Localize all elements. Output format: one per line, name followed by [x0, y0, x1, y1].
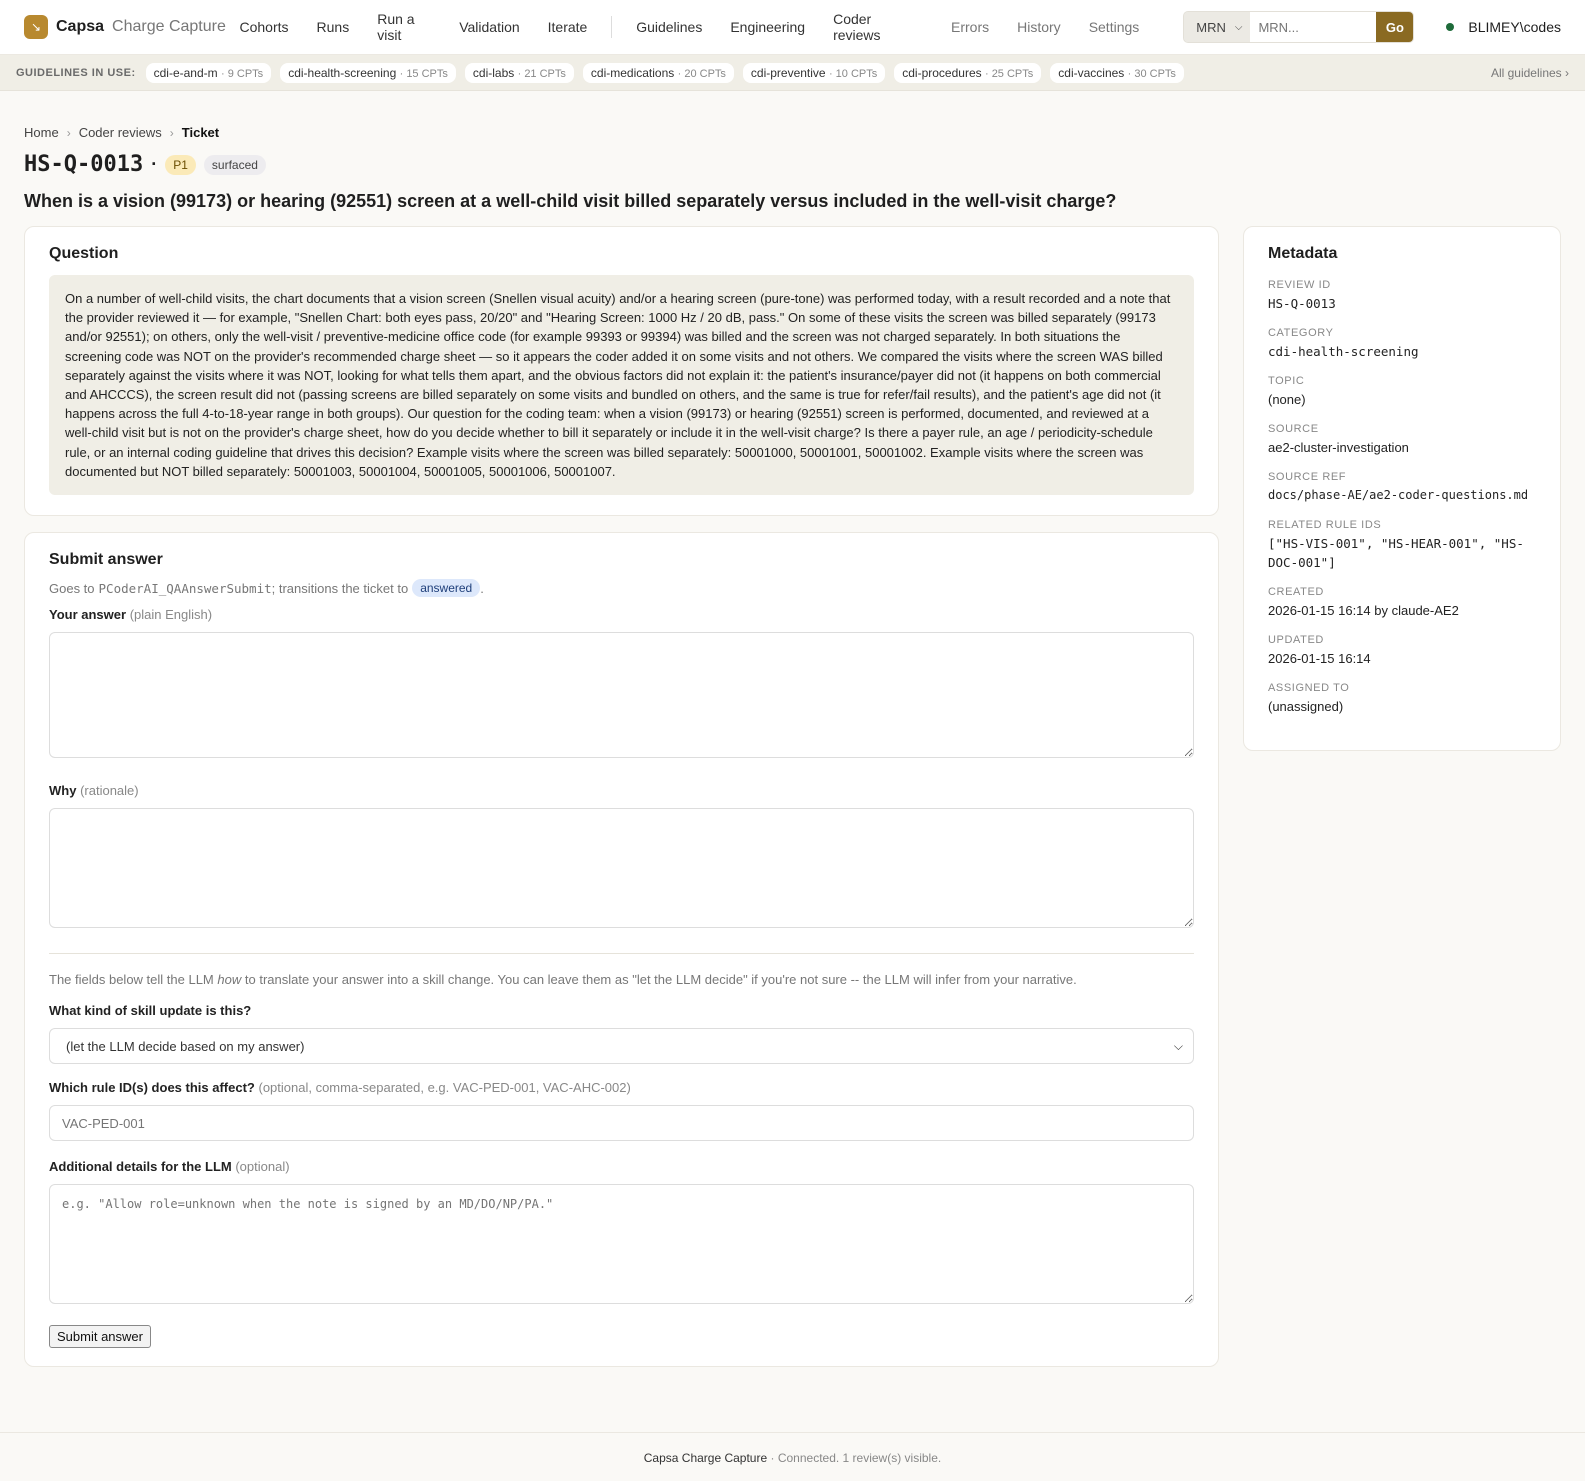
status-badge: surfaced — [204, 155, 266, 175]
nav-validation[interactable]: Validation — [459, 19, 520, 35]
brand-sub: Charge Capture — [112, 18, 226, 35]
top-nav — [0, 0, 1585, 55]
meta-related-rule-ids — [1268, 519, 1536, 572]
metadata-heading: Metadata — [1268, 245, 1338, 262]
question-body: On a number of well-child visits, the chart documents that a vision screen (Snellen visual acuity) and/or a hearing screen (pure-tone) was performed today, with a result recorded and a note that the provider reviewed it — for example, "Snellen Chart: both eyes pass, 20/20" and "Hearing Screen: 1000 Hz / 20 dB, pass." On some of these visits the screen was billed separately (99173 and/or 92551); on others, only the well-visit / preventive-medicine office code (for example 99393 or 99394) was billed and the screen was not charged separately. In both situations the screening code was NOT on the provider's recommended charge sheet — so it appears the coder added it on some visits and not others. We compared the visits where the screen WAS billed separately against the visits where it was NOT, looking for what tells them apart, and the obvious factors did not explain it: the patient's insurance/payer did not (it happens on both commercial and AHCCCS), the screen result did not (passing screens are billed separately on some visits and bundled on others, and the same is true for refer/fail results), and the patient's age did not (it happens across the full 4-to-18-year range in both groups). Our question for the coding team: when a vision (99173) or hearing (92551) screen is performed, documented, and reviewed at a well-child visit but is not on the provider's charge sheet, how do you decide whether to bill it separately or include it in the well-visit charge? Is there a payer rule, an age / periodicity-schedule rule, or an internal coding guideline that drives this decision? Example visits where the screen was billed separately: 50001000, 50001001, 50001002. Example visits where the screen was documented but NOT billed separately: 50001003, 50001004, 50001005, 50001006, 50001007. — [49, 275, 1194, 495]
brand-name: Capsa — [56, 18, 105, 35]
guideline-chip[interactable] — [1050, 63, 1184, 83]
meta-value: 2026-01-15 16:14 — [1268, 651, 1371, 666]
guideline-chip[interactable] — [465, 63, 574, 83]
nav-cohorts[interactable]: Cohorts — [239, 19, 289, 35]
meta-key: CATEGORY — [1268, 327, 1334, 339]
rule-ids-input[interactable] — [49, 1105, 1194, 1141]
submit-note-pre: Goes to — [49, 580, 95, 596]
search-type-value: MRN — [1196, 19, 1226, 35]
kind-label: What kind of skill update is this? — [49, 1003, 252, 1019]
guideline-chip[interactable] — [146, 63, 272, 83]
guideline-chip-name: cdi-vaccines — [1058, 65, 1125, 80]
guideline-chip-name: cdi-e-and-m — [153, 65, 218, 80]
guideline-chip-count: · 25 CPTs — [984, 67, 1034, 80]
guideline-chip-count: · 20 CPTs — [677, 67, 726, 80]
all-guidelines-link[interactable]: All guidelines › — [1490, 65, 1569, 80]
metadata-column — [1243, 226, 1561, 751]
submit-note-mid: ; transitions the ticket to — [271, 580, 409, 596]
why-label — [49, 783, 1194, 798]
rules-label-text: Which rule ID(s) does this affect? — [49, 1080, 255, 1096]
brand[interactable] — [24, 15, 240, 39]
meta-value: cdi-health-screening — [1268, 344, 1419, 359]
form-divider — [49, 953, 1194, 954]
skill-update-kind-value: (let the LLM decide based on my answer) — [66, 1038, 305, 1054]
details-label-hint: (optional) — [235, 1159, 290, 1175]
meta-topic — [1268, 375, 1536, 409]
footer — [0, 1432, 1585, 1481]
meta-key: TOPIC — [1268, 375, 1305, 387]
breadcrumb — [24, 125, 1561, 140]
guideline-chip-name: cdi-medications — [590, 65, 675, 80]
submit-answer-card — [24, 532, 1219, 1367]
guideline-chip-name: cdi-procedures — [902, 65, 982, 80]
nav-guidelines[interactable]: Guidelines — [636, 19, 703, 35]
meta-key: UPDATED — [1268, 634, 1324, 646]
main-nav — [240, 11, 1140, 43]
guideline-chip-count: · 15 CPTs — [399, 67, 448, 80]
nav-engineering[interactable]: Engineering — [730, 19, 806, 35]
breadcrumb-coder-reviews[interactable]: Coder reviews — [78, 125, 162, 140]
guideline-chip[interactable] — [743, 63, 885, 83]
meta-value: docs/phase-AE/ae2-coder-questions.md — [1268, 488, 1529, 502]
nav-run-a-visit[interactable]: Run a visit — [377, 11, 415, 43]
meta-key: RELATED RULE IDS — [1268, 519, 1382, 531]
meta-value: ae2-cluster-investigation — [1268, 440, 1409, 455]
connection-status-icon — [1446, 23, 1454, 31]
rules-label-hint: (optional, comma-separated, e.g. VAC-PED-001, VAC-AHC-002) — [258, 1080, 631, 1096]
meta-created — [1268, 586, 1536, 620]
meta-assigned-to — [1268, 682, 1536, 716]
details-label-text: Additional details for the LLM — [49, 1159, 232, 1175]
submit-note-post: . — [480, 580, 484, 596]
meta-value: 2026-01-15 16:14 by claude-AE2 — [1268, 603, 1459, 618]
guideline-chip[interactable] — [280, 63, 456, 83]
guideline-chip-count: · 10 CPTs — [828, 67, 878, 80]
rules-label — [49, 1080, 1194, 1095]
submit-answer-button[interactable]: Submit answer — [49, 1325, 151, 1348]
ticket-id: HS-Q-0013 — [24, 152, 144, 177]
capsa-logo-icon: ↘ — [24, 15, 48, 39]
guideline-chip-name: cdi-labs — [472, 65, 515, 80]
nav-runs[interactable]: Runs — [316, 19, 350, 35]
chevron-down-icon: ⌵ — [1173, 1038, 1183, 1053]
chevron-right-icon: › — [169, 125, 174, 140]
meta-value: (none) — [1268, 392, 1306, 407]
guideline-chip-count: · 30 CPTs — [1127, 67, 1176, 80]
meta-value: HS-Q-0013 — [1268, 296, 1336, 311]
meta-key: ASSIGNED TO — [1268, 682, 1350, 694]
nav-errors[interactable]: Errors — [951, 19, 990, 35]
details-label — [49, 1159, 1194, 1174]
breadcrumb-current: Ticket — [181, 125, 220, 140]
guideline-chip-name: cdi-health-screening — [288, 65, 397, 80]
help-pre: The fields below tell the LLM — [49, 972, 214, 988]
nav-divider — [611, 16, 612, 38]
search-type-select[interactable] — [1184, 12, 1250, 42]
nav-settings[interactable]: Settings — [1088, 19, 1140, 35]
help-em: how — [217, 972, 242, 988]
meta-source-ref — [1268, 471, 1536, 505]
metadata-card — [1243, 226, 1561, 751]
meta-key: REVIEW ID — [1268, 279, 1331, 291]
guidelines-label: GUIDELINES IN USE: — [16, 66, 136, 79]
ticket-header — [24, 152, 1561, 177]
priority-badge: P1 — [165, 155, 196, 175]
nav-history[interactable]: History — [1017, 19, 1061, 35]
nav-coder-reviews[interactable]: Coder reviews — [833, 11, 881, 43]
guideline-chip[interactable] — [583, 63, 734, 83]
user-name[interactable]: BLIMEY\codes — [1468, 19, 1561, 35]
help-post: to translate your answer into a skill change. You can leave them as "let the LLM decide" if you're not sure -- the LLM will infer from your narrative. — [244, 972, 1077, 988]
answer-label — [49, 607, 1194, 622]
skill-update-kind-select[interactable] — [49, 1028, 1194, 1064]
ticket-separator: · — [151, 154, 158, 174]
guidelines-strip — [0, 55, 1585, 91]
mrn-search — [1183, 11, 1414, 43]
content-columns — [24, 226, 1561, 1367]
page-title: When is a vision (99173) or hearing (92551) screen at a well-child visit billed separately versus included in the well-visit charge? — [24, 191, 1117, 211]
answered-badge: answered — [412, 579, 480, 597]
meta-source — [1268, 423, 1536, 457]
meta-value: ["HS-VIS-001", "HS-HEAR-001", "HS-DOC-001"] — [1268, 536, 1524, 570]
meta-value: (unassigned) — [1268, 699, 1344, 714]
meta-review-id — [1268, 279, 1536, 313]
guideline-chip-name: cdi-preventive — [750, 65, 826, 80]
llm-help-text — [49, 972, 1194, 987]
meta-key: SOURCE REF — [1268, 471, 1347, 483]
answer-label-text: Your answer — [49, 607, 127, 623]
chevron-down-icon: ⌵ — [1234, 21, 1243, 33]
answer-label-hint: (plain English) — [129, 607, 213, 623]
question-heading: Question — [49, 245, 119, 262]
page-content — [0, 125, 1585, 1367]
why-label-text: Why — [49, 783, 77, 799]
question-card — [24, 226, 1219, 516]
why-label-hint: (rationale) — [80, 783, 139, 799]
guideline-chip[interactable] — [894, 63, 1041, 83]
submit-note-endpoint: PCoderAI_QAAnswerSubmit — [98, 580, 272, 596]
answer-textarea[interactable] — [49, 632, 1194, 758]
breadcrumb-home[interactable]: Home — [24, 125, 59, 140]
go-button[interactable]: Go — [1376, 12, 1413, 42]
guideline-chip-count: · 9 CPTs — [221, 67, 264, 80]
guideline-chip-count: · 21 CPTs — [517, 67, 566, 80]
meta-category — [1268, 327, 1536, 361]
submit-note — [49, 579, 1194, 597]
footer-brand: Capsa Charge Capture — [643, 1451, 768, 1465]
meta-key: SOURCE — [1268, 423, 1319, 435]
user-status — [1446, 19, 1561, 35]
mrn-input[interactable] — [1250, 12, 1376, 42]
footer-status: · Connected. 1 review(s) visible. — [770, 1451, 942, 1465]
submit-answer-heading: Submit answer — [49, 551, 163, 569]
details-textarea[interactable] — [49, 1184, 1194, 1304]
meta-key: CREATED — [1268, 586, 1324, 598]
meta-updated — [1268, 634, 1536, 668]
why-textarea[interactable] — [49, 808, 1194, 928]
nav-iterate[interactable]: Iterate — [547, 19, 588, 35]
chevron-right-icon: › — [66, 125, 71, 140]
main-column — [24, 226, 1219, 1367]
